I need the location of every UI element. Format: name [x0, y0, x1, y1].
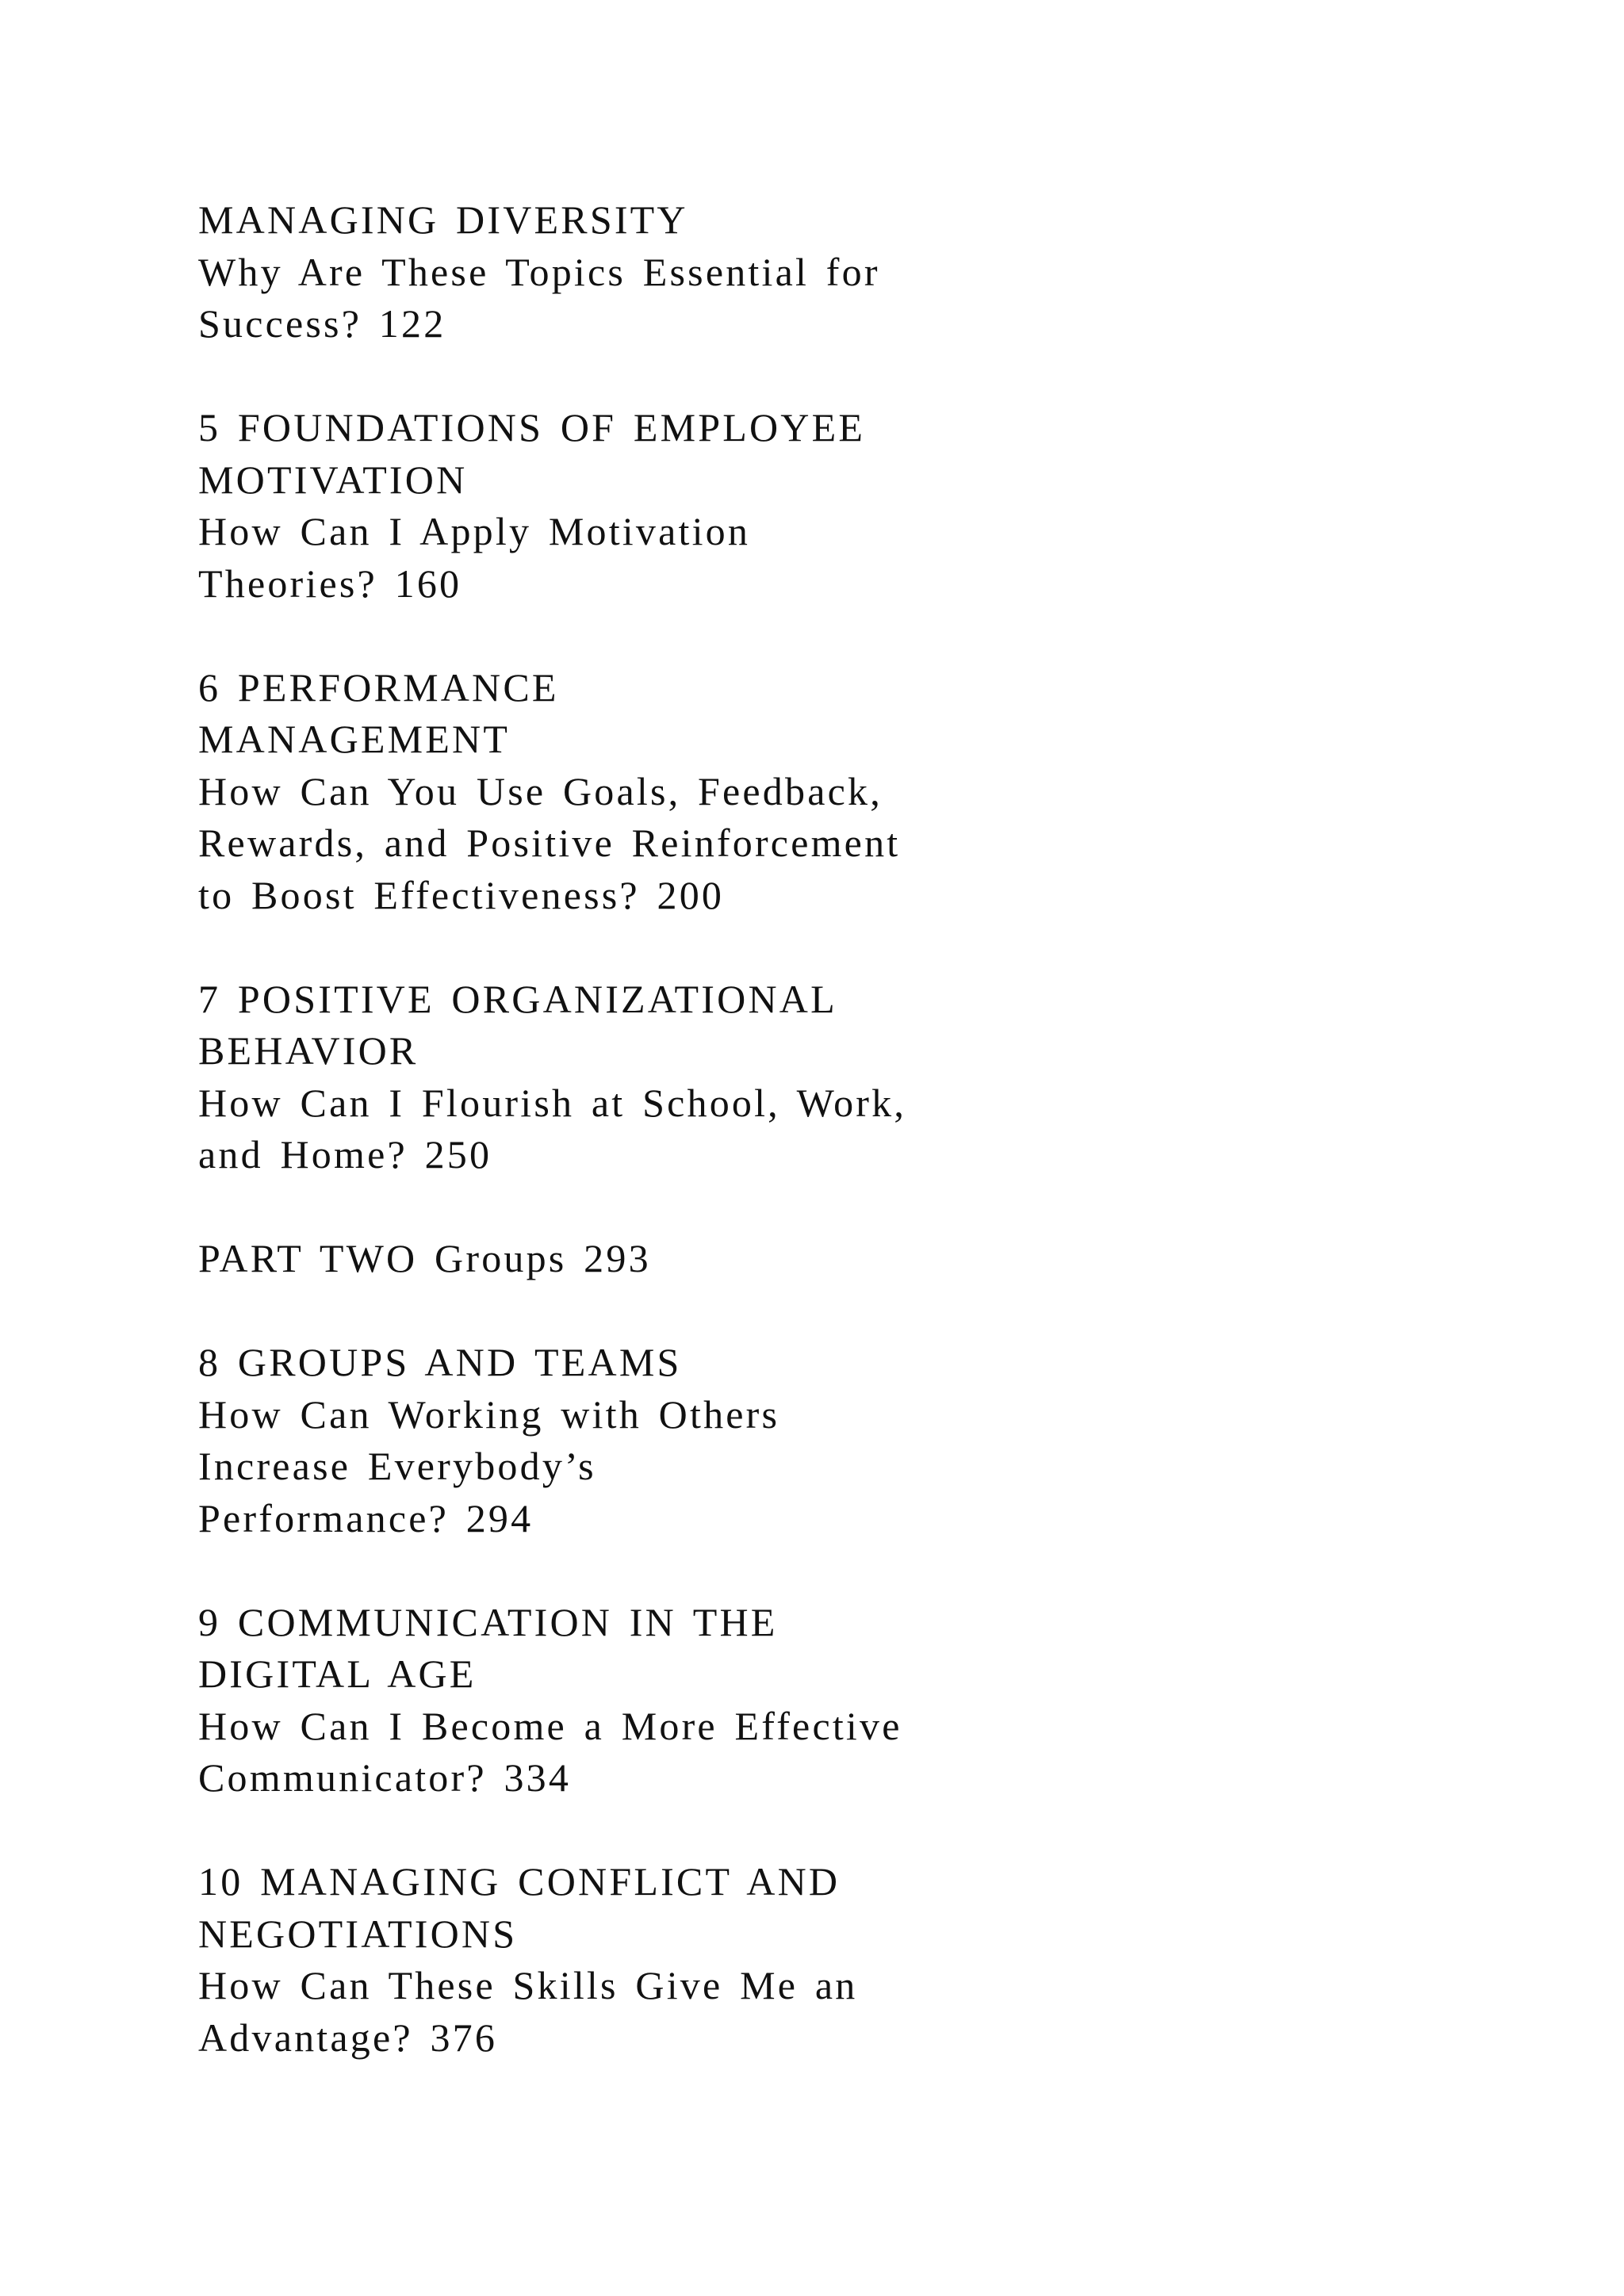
toc-entry-chapter-6 [198, 662, 1308, 922]
toc-line: BEHAVIOR [198, 1028, 419, 1073]
toc-line: to Boost Effectiveness? 200 [198, 872, 725, 917]
toc-entry-chapter-7 [198, 974, 1308, 1181]
toc-line: NEGOTIATIONS [198, 1911, 518, 1956]
toc-line: Rewards, and Positive Reinforcement [198, 821, 901, 865]
toc-entry-chapter-8 [198, 1337, 1308, 1544]
toc-part-heading: PART TWO Groups 293 [198, 1236, 651, 1280]
toc-line: How Can These Skills Give Me an [198, 1963, 858, 2007]
toc-line: DIGITAL AGE [198, 1651, 477, 1696]
toc-entry-part-two [198, 1233, 1308, 1285]
toc-entry-chapter-10 [198, 1856, 1308, 2064]
toc-line: MOTIVATION [198, 457, 468, 502]
toc-line: MANAGEMENT [198, 717, 511, 761]
toc-entry-chapter-5 [198, 402, 1308, 610]
toc-line: 8 GROUPS AND TEAMS [198, 1340, 682, 1384]
toc-line: 10 MANAGING CONFLICT AND [198, 1859, 841, 1904]
toc-line: Success? 122 [198, 301, 446, 346]
toc-line: 6 PERFORMANCE [198, 664, 559, 710]
toc-line: Performance? 294 [198, 1495, 534, 1540]
toc-line: How Can I Become a More Effective [198, 1703, 902, 1748]
toc-line: 7 POSITIVE ORGANIZATIONAL [198, 976, 837, 1021]
toc-line: 9 COMMUNICATION IN THE [198, 1599, 778, 1644]
toc-line: 5 FOUNDATIONS OF EMPLOYEE [198, 405, 866, 450]
toc-line: and Home? 250 [198, 1132, 492, 1177]
toc-line: How Can I Flourish at School, Work, [198, 1080, 907, 1125]
toc-entry-chapter-9 [198, 1597, 1308, 1804]
toc-line: Increase Everybody’s [198, 1444, 596, 1488]
toc-line: Why Are These Topics Essential for [198, 249, 880, 294]
toc-line: Advantage? 376 [198, 2015, 498, 2060]
toc-line: How Can You Use Goals, Feedback, [198, 768, 883, 813]
toc-line: How Can Working with Others [198, 1391, 780, 1437]
toc-line: Communicator? 334 [198, 1755, 572, 1800]
toc-line: How Can I Apply Motivation [198, 509, 751, 553]
toc-entry-managing-diversity [198, 194, 1308, 350]
toc-line: MANAGING DIVERSITY [198, 197, 688, 242]
table-of-contents [198, 194, 1308, 2116]
toc-line: Theories? 160 [198, 561, 462, 606]
